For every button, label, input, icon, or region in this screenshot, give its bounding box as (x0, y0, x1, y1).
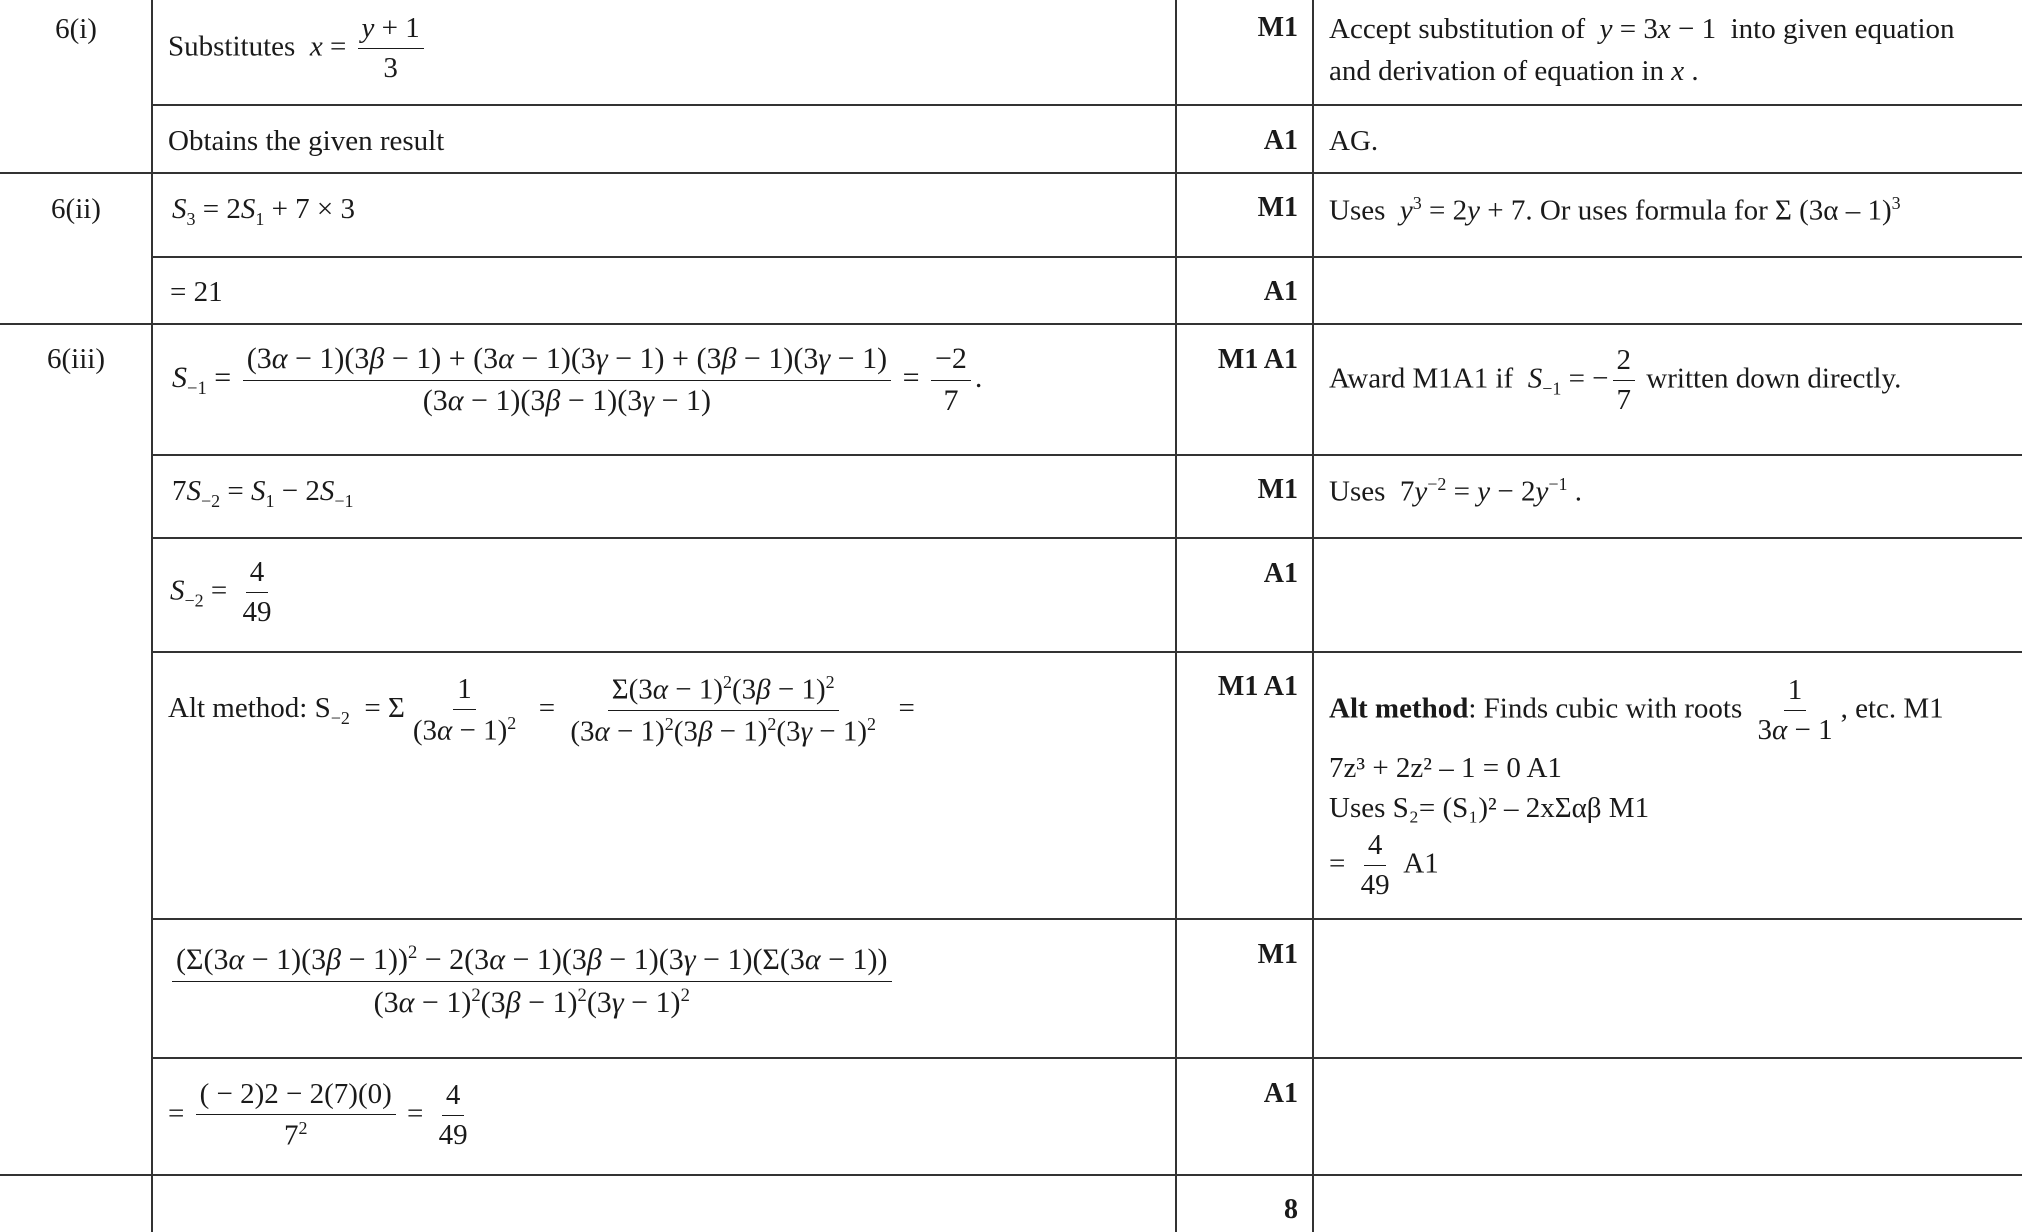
question-number: 6(ii) (51, 193, 101, 225)
guidance-text: : Finds cubic with roots (1468, 692, 1743, 725)
guidance-text: Award M1A1 if (1329, 362, 1514, 395)
row-divider (152, 918, 2022, 920)
mark: M1 (1257, 474, 1298, 505)
guidance-text: into given equation (1730, 13, 1955, 45)
row-divider (152, 651, 2022, 653)
answer-alt-method: Alt method: $S_{-2} = \Sigma$ $\frac{1}{(3\alpha - 1)^2}$ = $\frac{\Sigma(3\alpha - 1)^2(3\beta - 1)^2}{(3\alpha - 1)^2(3\beta - 1)^2(3\gamma - 1)^2}$ = (168, 672, 915, 748)
mark: A1 (1263, 276, 1298, 307)
guidance-substitution: Accept substitution of y = 3x − 1 into given equation and derivation of equation in x . (1329, 13, 1955, 88)
answer-s-minus-2: $S_{-2}$ = $\frac{4}{49}$ (170, 556, 272, 629)
mark: A1 (1263, 558, 1298, 589)
column-divider (151, 0, 153, 1232)
answer-alt-final: = $\frac{( - 2)2 - 2(7)(0)}{7^2}$ = $\frac{4}{49}$ (168, 1078, 468, 1152)
guidance-uses-cubic: Uses $y^3 = 2y + 7$. Or uses formula for Σ (3α – 1)$^3$ (1329, 193, 1901, 227)
guidance-text: , etc. M1 (1840, 692, 1944, 725)
answer-text: Obtains the given result (168, 125, 445, 157)
row-divider (0, 323, 2022, 325)
answer-7s-minus-2: $7S_{-2} = S_1 - 2S_{-1}$ (172, 475, 354, 511)
guidance-text: . Or uses formula for Σ (3α – 1) (1525, 194, 1892, 227)
column-divider (1175, 0, 1177, 1232)
guidance-text: and derivation of equation in (1329, 55, 1665, 88)
guidance-text: A1 (1403, 847, 1439, 880)
mark: A1 (1263, 125, 1298, 156)
row-divider (152, 454, 2022, 456)
row-divider (0, 1174, 2022, 1176)
mark: M1 (1257, 192, 1298, 223)
guidance-uses-reciprocal: Uses $7y^{-2} = y - 2y^{-1}$ . (1329, 474, 1582, 508)
row-divider (152, 537, 2022, 539)
answer-substitution: Substitutes x = $\frac{y + 1}{3}$ (168, 12, 428, 86)
total-marks: 8 (1284, 1194, 1298, 1225)
guidance-text: written down directly. (1646, 362, 1902, 395)
guidance-text: Uses S₂= (S₁)² – 2xΣαβ M1 (1329, 792, 1650, 825)
guidance-text: Accept substitution of (1329, 13, 1586, 45)
mark: M1 (1257, 12, 1298, 43)
question-number: 6(iii) (47, 343, 105, 375)
row-divider (152, 256, 2022, 258)
mark: M1 A1 (1217, 344, 1298, 375)
answer-text: = 21 (170, 276, 223, 308)
answer-s-minus-1: $S_{-1}$ = $\frac{(3\alpha - 1)(3\beta - 1) + (3\alpha - 1)(3\gamma - 1) + (3\beta - 1)(3\gamma - 1)}{(3\alpha - 1)(3\beta - 1)(3\gamma - 1)}$ = $\frac{-2}{7}$ . (172, 342, 983, 417)
question-number: 6(i) (55, 13, 97, 45)
guidance-text: Uses (1329, 194, 1386, 227)
answer-text: Substitutes (168, 30, 296, 63)
guidance-award: Award M1A1 if $S_{-1}$ = − $\frac{2}{7}$ written down directly. (1329, 344, 1902, 417)
answer-alt-expansion: $\frac{(\Sigma(3\alpha - 1)(3\beta - 1))^2 - 2(3\alpha - 1)(3\beta - 1)(3\gamma - 1)(\Sigma(3\alpha - 1))}{(3\alpha - 1)^2(3\beta - 1)^2(3\gamma - 1)^2}$ (172, 942, 892, 1020)
answer-s3: $S_3 = 2S_1 + 7 \times 3$ (172, 193, 356, 229)
row-divider (152, 1057, 2022, 1059)
mark: M1 A1 (1217, 671, 1298, 702)
mark: M1 (1257, 939, 1298, 970)
row-divider (0, 172, 2022, 174)
row-divider (152, 104, 2022, 106)
guidance-alt-method: Alt method: Finds cubic with roots $\frac{1}{3\alpha - 1}$ , etc. M1 7z³ + 2z² – 1 = 0 A1 Uses S₂= (S₁)² – 2xΣαβ M1 = $\frac{4}{49}$ A1 (1329, 674, 1944, 902)
guidance-text: Alt method (1329, 692, 1469, 725)
column-divider (1312, 0, 1314, 1232)
guidance-text: AG. (1329, 125, 1379, 157)
guidance-text: Uses (1329, 475, 1386, 508)
answer-text: Alt method: S (168, 692, 331, 725)
mark: A1 (1263, 1078, 1298, 1109)
guidance-text: 7z³ + 2z² – 1 = 0 A1 (1329, 751, 1562, 784)
